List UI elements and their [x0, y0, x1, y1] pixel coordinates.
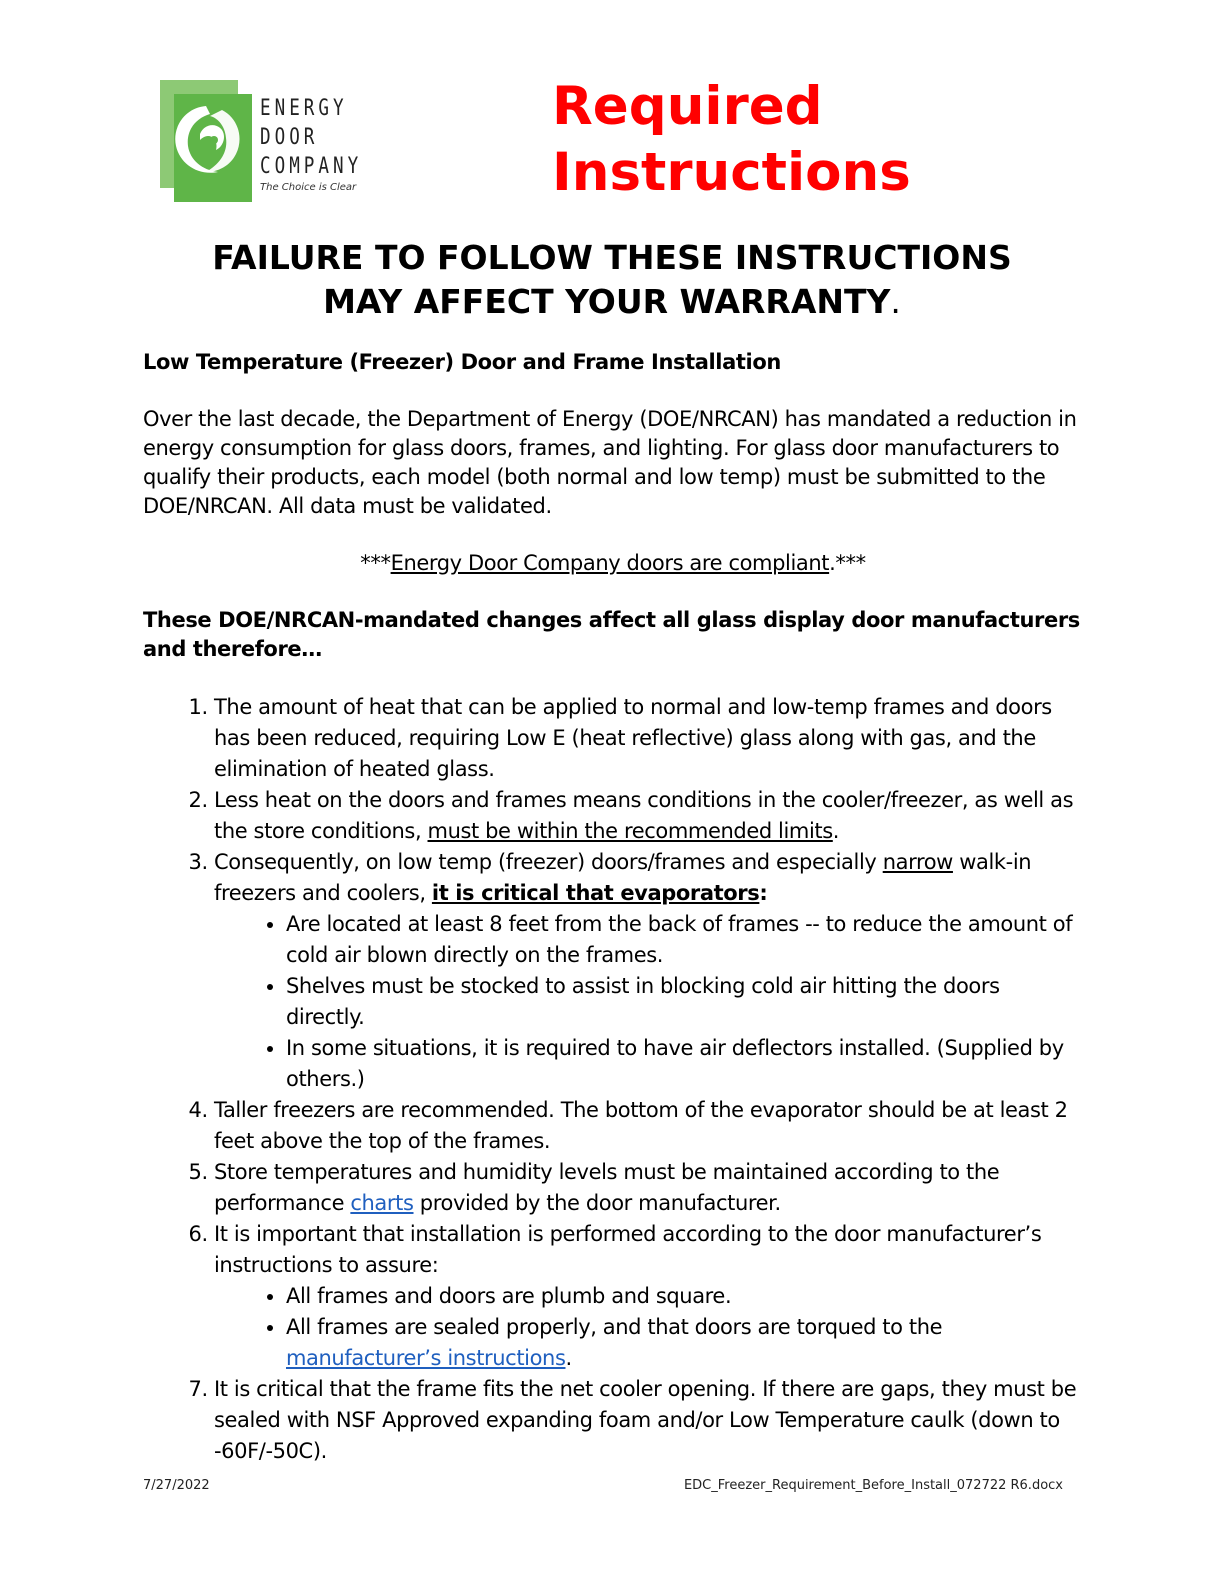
item-3-colon: : — [759, 881, 768, 905]
item-3-critical: it is critical that evaporators — [431, 881, 760, 905]
stars-right: .*** — [829, 551, 866, 575]
footer-date: 7/27/2022 — [143, 1478, 210, 1493]
changes-heading: These DOE/NRCAN-mandated changes affect all glass display door manufacturers and therefore… — [143, 608, 1080, 661]
warning-line-1: FAILURE TO FOLLOW THESE INSTRUCTIONS — [212, 238, 1012, 277]
item-2-end: . — [832, 819, 840, 843]
warning-period: . — [890, 282, 901, 321]
footer-filename: EDC_Freezer_Requirement_Before_Install_072722 R6.docx — [683, 1478, 1063, 1493]
section-title: Low Temperature (Freezer) Door and Frame Installation — [143, 350, 781, 374]
list-item — [214, 1157, 1083, 1219]
item-5-end: provided by the door manufacturer. — [413, 1191, 781, 1215]
list-item — [214, 1219, 1083, 1374]
logo-word-energy: ENERGY — [260, 96, 348, 121]
item-3-text: Consequently, on low temp (freezer) doors/frames and especially — [214, 850, 883, 874]
sub-list-item: • Shelves must be stocked to assist in blocking cold air hitting the doors directly. — [286, 971, 1083, 1033]
compliance-statement — [143, 549, 1083, 578]
document-body — [143, 348, 1083, 1467]
page-title — [552, 74, 911, 206]
stars-left: *** — [360, 551, 391, 575]
list-item — [214, 1095, 1083, 1157]
company-logo — [160, 80, 390, 202]
item-6-b2-end: . — [565, 1346, 572, 1370]
logo-word-door: DOOR — [260, 125, 319, 150]
item-1-text: The amount of heat that can be applied to normal and low-temp frames and doors has been reduced, requiring Low E (heat reflective) glass along with gas, and the elimination of heated glass. — [214, 695, 1052, 781]
charts-link[interactable]: charts — [350, 1191, 414, 1215]
item-7-text: It is critical that the frame fits the net cooler opening. If there are gaps, they must be sealed with NSF Approved expanding foam and/or Low Temperature caulk (down to -60F/-50C). — [214, 1377, 1077, 1463]
item-6-text: It is important that installation is performed according to the door manufacturer’s instructions to assure: — [214, 1222, 1042, 1277]
evaporator-sublist — [214, 909, 1083, 1095]
title-line-1: Required — [552, 76, 823, 137]
sub-list-item — [286, 1312, 1083, 1374]
list-item — [214, 1374, 1083, 1467]
item-2-underlined: must be within the recommended limits — [427, 819, 833, 843]
item-3-mid: walk-in freezers and coolers, — [214, 850, 1032, 905]
warning-line-2-text: MAY AFFECT YOUR WARRANTY — [323, 282, 891, 321]
compliance-text: Energy Door Company doors are compliant — [390, 551, 830, 575]
list-item — [214, 692, 1083, 785]
warning-line-2 — [0, 280, 1224, 324]
list-item — [214, 785, 1083, 847]
item-5-text: Store temperatures and humidity levels must be maintained according to the performance — [214, 1160, 1000, 1215]
warranty-warning — [0, 236, 1224, 324]
item-6-b2-text: All frames are sealed properly, and that doors are torqued to the — [286, 1315, 943, 1339]
title-line-2: Instructions — [552, 142, 911, 203]
logo-word-company: COMPANY — [260, 154, 363, 179]
sub-list-item: • In some situations, it is required to have air deflectors installed. (Supplied by others.) — [286, 1033, 1083, 1095]
installation-sublist — [214, 1281, 1083, 1374]
swirl-logo-icon — [160, 80, 252, 202]
logo-tagline: The Choice is Clear — [260, 182, 357, 193]
sub-list-item: • Are located at least 8 feet from the back of frames -- to reduce the amount of cold air blown directly on the frames. — [286, 909, 1083, 971]
item-2-text: Less heat on the doors and frames means conditions in the cooler/freezer, as well as the store conditions, — [214, 788, 1074, 843]
list-item — [214, 847, 1083, 1095]
requirements-list — [143, 692, 1083, 1467]
sub-list-item: • All frames and doors are plumb and square. — [286, 1281, 1083, 1312]
item-3-narrow: narrow — [882, 850, 953, 874]
intro-paragraph: Over the last decade, the Department of Energy (DOE/NRCAN) has mandated a reduction in energy consumption for glass doors, frames, and lighting. For glass door manufacturers to qualify their products, each model (both normal and low temp) must be submitted to the DOE/NRCAN. All data must be validated. — [143, 407, 1077, 518]
item-4-text: Taller freezers are recommended. The bottom of the evaporator should be at least 2 feet above the top of the frames. — [214, 1098, 1068, 1153]
manufacturer-instructions-link[interactable]: manufacturer’s instructions — [286, 1346, 566, 1370]
